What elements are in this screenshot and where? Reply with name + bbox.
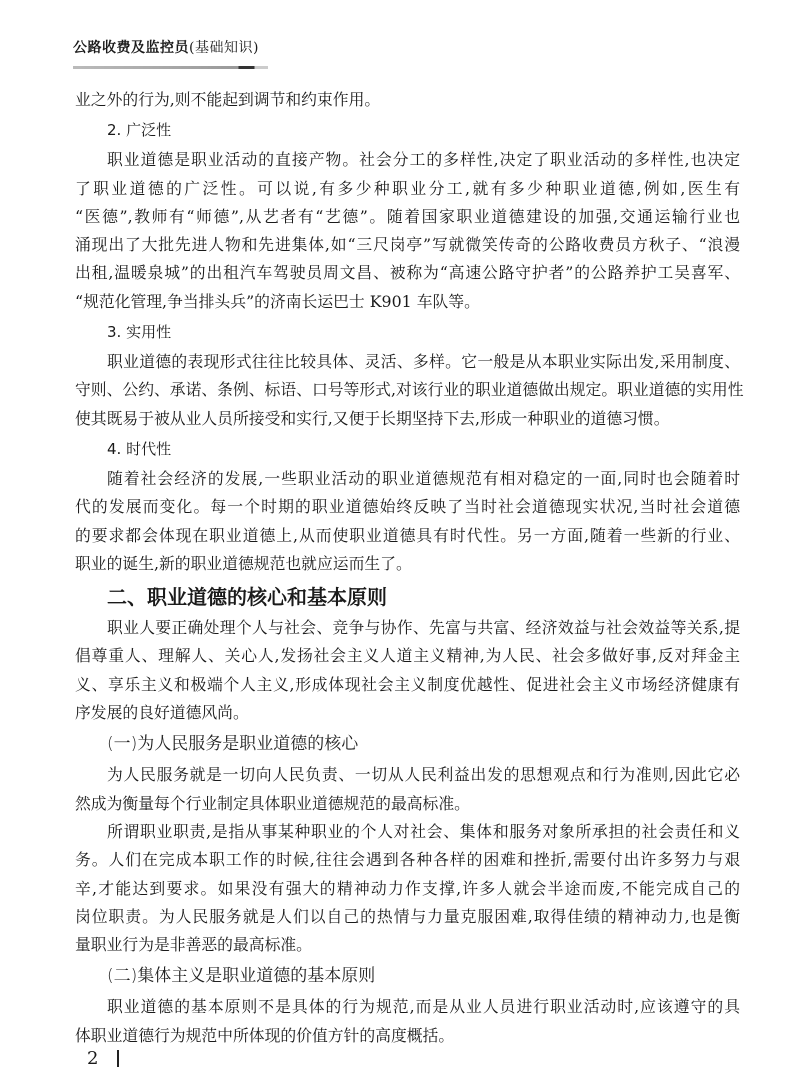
paragraph — [75, 465, 740, 578]
paragraph — [75, 818, 740, 959]
paragraph — [75, 761, 740, 818]
text-line: 序发展的良好道德风尚。 — [75, 703, 249, 723]
paragraph — [75, 86, 740, 114]
subheading-timeliness: 4. 时代性 — [107, 439, 172, 458]
page-body — [75, 86, 744, 1050]
book-subtitle: (基础知识) — [189, 40, 259, 56]
text-line: 职业人要正确处理个人与社会、竞争与协作、先富与共富、经济效益与社会效益等关系,提 — [107, 618, 740, 638]
text-line: 量职业行为是非善恶的最高标准。 — [75, 935, 312, 955]
page-number-bar — [117, 1050, 119, 1067]
text-line: 出租,温暖泉城”的出租汽车驾驶员周文昌、被称为“高速公路守护者”的公路养护工吴喜军、 — [75, 263, 740, 283]
text-line: 代的发展而变化。每一个时期的职业道德始终反映了当时社会道德现实状况,当时社会道德 — [75, 497, 740, 517]
subheading-practicality: 3. 实用性 — [107, 323, 172, 342]
text-line: 随着社会经济的发展,一些职业活动的职业道德规范有相对稳定的一面,同时也会随着时 — [107, 468, 740, 488]
paragraph — [75, 614, 740, 727]
text-line: 义、享乐主义和极端个人主义,形成体现社会主义制度优越性、促进社会主义市场经济健康有 — [75, 674, 740, 694]
paragraph — [75, 993, 740, 1050]
subsection-heading-1: (一)为人民服务是职业道德的核心 — [107, 734, 359, 755]
page-number: 2 — [87, 1048, 99, 1069]
text-line: “医德”,教师有“师德”,从艺者有“艺德”。随着国家职业道德建设的加强,交通运输行业也 — [75, 206, 740, 226]
text-line: 职业道德的表现形式往往比较具体、灵活、多样。它一般是从本职业实际出发,采用制度、 — [107, 352, 740, 372]
subsection-heading-2: (二)集体主义是职业道德的基本原则 — [107, 966, 376, 987]
text-line: 守则、公约、承诺、条例、标语、口号等形式,对该行业的职业道德做出规定。职业道德的实用性 — [75, 380, 744, 400]
text-line: 岗位职责。为人民服务就是人们以自己的热情与力量克服困难,取得佳绩的精神动力,也是衡 — [75, 906, 740, 926]
text-line: 职业道德的基本原则不是具体的行为规范,而是从业人员进行职业活动时,应该遵守的具 — [107, 997, 740, 1017]
text-line: 辛,才能达到要求。如果没有强大的精神动力作支撑,许多人就会半途而废,不能完成自己的 — [75, 878, 740, 898]
paragraph — [75, 348, 744, 433]
running-header — [73, 37, 259, 57]
text-line: 业之外的行为,则不能起到调节和约束作用。 — [75, 90, 381, 109]
text-line: 倡尊重人、理解人、关心人,发扬社会主义人道主义精神,为人民、社会多做好事,反对拜金主 — [75, 646, 740, 666]
section-heading: 二、职业道德的核心和基本原则 — [107, 585, 387, 610]
header-rule — [73, 66, 268, 69]
text-line: 涌现出了大批先进人物和先进集体,如“三尺岗亭”写就微笑传奇的公路收费员方秋子、“浪漫 — [75, 235, 740, 255]
text-line: 的要求都会体现在职业道德上,从而使职业道德具有时代性。另一方面,随着一些新的行业、 — [75, 525, 740, 545]
text-line: 所谓职业职责,是指从事某种职业的个人对社会、集体和服务对象所承担的社会责任和义 — [107, 821, 740, 841]
text-line: 为人民服务就是一切向人民负责、一切从人民利益出发的思想观点和行为准则,因此它必 — [107, 765, 740, 785]
subheading-breadth: 2. 广泛性 — [107, 121, 172, 140]
text-line: 使其既易于被从业人员所接受和实行,又便于长期坚持下去,形成一种职业的道德习惯。 — [75, 408, 670, 428]
text-line: 然成为衡量每个行业制定具体职业道德规范的最高标准。 — [75, 793, 470, 813]
text-line: “规范化管理,争当排头兵”的济南长运巴士 K901 车队等。 — [75, 291, 480, 311]
text-line: 职业的诞生,新的职业道德规范也就应运而生了。 — [75, 553, 412, 573]
text-line: 了职业道德的广泛性。可以说,有多少种职业分工,就有多少种职业道德,例如,医生有 — [75, 178, 740, 198]
paragraph — [75, 146, 740, 316]
text-line: 体职业道德行为规范中所体现的价值方针的高度概括。 — [75, 1025, 455, 1045]
text-line: 职业道德是职业活动的直接产物。社会分工的多样性,决定了职业活动的多样性,也决定 — [107, 150, 740, 170]
book-title: 公路收费及监控员 — [73, 40, 189, 56]
text-line: 务。人们在完成本职工作的时候,往往会遇到各种各样的困难和挫折,需要付出许多努力与艰 — [75, 850, 740, 870]
